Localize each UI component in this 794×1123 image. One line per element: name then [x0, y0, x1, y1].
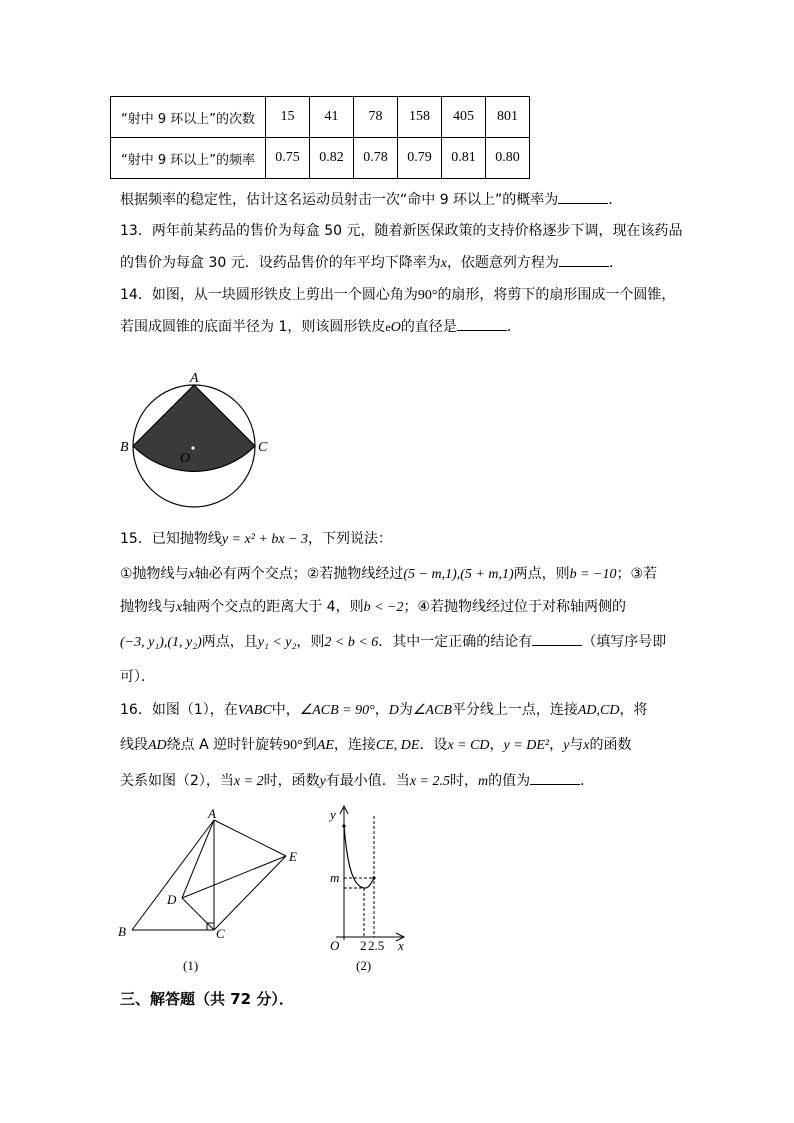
triangle-rotation-figure	[112, 808, 312, 978]
curve-start-point	[342, 824, 345, 827]
q14-line2: 若围成圆锥的底面半径为 1，则该圆形铁皮eO的直径是 ．	[120, 316, 521, 336]
label-B: B	[118, 924, 126, 939]
q16-line3: 关系如图（2），当x = 2时，函数y有最小值．当x = 2.5时，m的值为 ．	[120, 770, 594, 790]
label-C: C	[258, 440, 268, 455]
table-row	[111, 138, 530, 179]
label-m: m	[330, 870, 340, 885]
q13-line2: 的售价为每盒 30 元．设药品售价的年平均下降率为x，依题意列方程为 ．	[120, 252, 623, 272]
answer-blank[interactable]	[558, 189, 608, 204]
table-cell: 158	[398, 97, 442, 138]
function-graph-figure	[318, 802, 418, 978]
table-cell: 0.78	[354, 138, 398, 179]
table-cell: 41	[310, 97, 354, 138]
row-header: “射中 9 环以上”的次数	[111, 97, 266, 138]
label-O: O	[180, 451, 191, 466]
table-cell: 0.82	[310, 138, 354, 179]
segment-CD	[182, 898, 214, 930]
label-y: y	[330, 807, 336, 822]
q15-line4: (−3, y₁),(1, y₂)两点，且y₁ < y₂，则2 < b < 6．其中一定正确的结论有 （填写序号即	[120, 631, 666, 651]
circle-sector-figure	[112, 368, 282, 513]
label-A: A	[208, 808, 216, 821]
label-B: B	[120, 440, 129, 455]
q14-line1: 14．如图，从一块圆形铁皮上剪出一个圆心角为90°的扇形，将剪下的扇形围成一个圆锥，	[120, 287, 676, 303]
label-x: x	[398, 938, 404, 953]
segment-CE	[214, 856, 286, 930]
table-cell: 0.75	[266, 138, 310, 179]
label-C: C	[216, 926, 225, 941]
answer-blank[interactable]	[559, 252, 609, 267]
q15-line1: 15．已知抛物线y = x² + bx − 3，下列说法：	[120, 531, 393, 547]
row-header: “射中 9 环以上”的频率	[111, 138, 266, 179]
caption-1: (1)	[183, 958, 199, 973]
segment-AB	[132, 820, 214, 930]
segment-AD	[182, 820, 214, 898]
q15-line2: ①抛物线与x轴必有两个交点；②若抛物线经过(5 − m,1),(5 + m,1)两点，则b = −10；③若	[120, 566, 658, 582]
center-point	[191, 446, 194, 449]
table-cell: 0.80	[486, 138, 530, 179]
table-row	[111, 97, 530, 138]
segment-DE	[182, 856, 286, 898]
table-cell: 0.81	[442, 138, 486, 179]
segment-AE	[214, 820, 286, 856]
tick-2: 2	[360, 938, 367, 953]
table-cell: 801	[486, 97, 530, 138]
table-cell: 15	[266, 97, 310, 138]
table-cell: 0.79	[398, 138, 442, 179]
answer-blank[interactable]	[457, 316, 507, 331]
curve-end-point	[372, 876, 375, 879]
q15-line5: 可）．	[120, 669, 155, 685]
table-cell: 78	[354, 97, 398, 138]
caption-2: (2)	[356, 958, 372, 973]
answer-blank[interactable]	[532, 631, 582, 646]
q12-conclusion: 根据频率的稳定性，估计这名运动员射击一次“命中 9 环以上”的概率为 ．	[120, 189, 622, 209]
sector-shape	[133, 385, 255, 471]
q16-line1: 16．如图（1），在VABC中，∠ACB = 90°，D为∠ACB平分线上一点，连接AD,CD，将	[120, 702, 648, 718]
q15-line3: 抛物线与x轴两个交点的距离大于 4，则b < −2；④若抛物线经过位于对称轴两侧的	[120, 599, 627, 615]
frequency-table	[110, 96, 530, 179]
label-O: O	[330, 938, 340, 953]
label-A: A	[190, 371, 199, 386]
table-cell: 405	[442, 97, 486, 138]
label-D: D	[167, 892, 177, 907]
q13-line1: 13．两年前某药品的售价为每盒 50 元，随着新医保政策的支持价格逐步下调，现在该药品	[120, 223, 683, 239]
q16-line2: 线段AD绕点 A 逆时针旋转90°到AE，连接CE, DE．设x = CD，y = DE²，y与x的函数	[120, 737, 632, 753]
section-heading: 三、解答题（共 72 分）．	[120, 990, 294, 1008]
answer-blank[interactable]	[530, 770, 580, 785]
function-curve	[344, 826, 374, 888]
label-E: E	[289, 849, 297, 864]
tick-2-5: 2.5	[368, 938, 385, 953]
